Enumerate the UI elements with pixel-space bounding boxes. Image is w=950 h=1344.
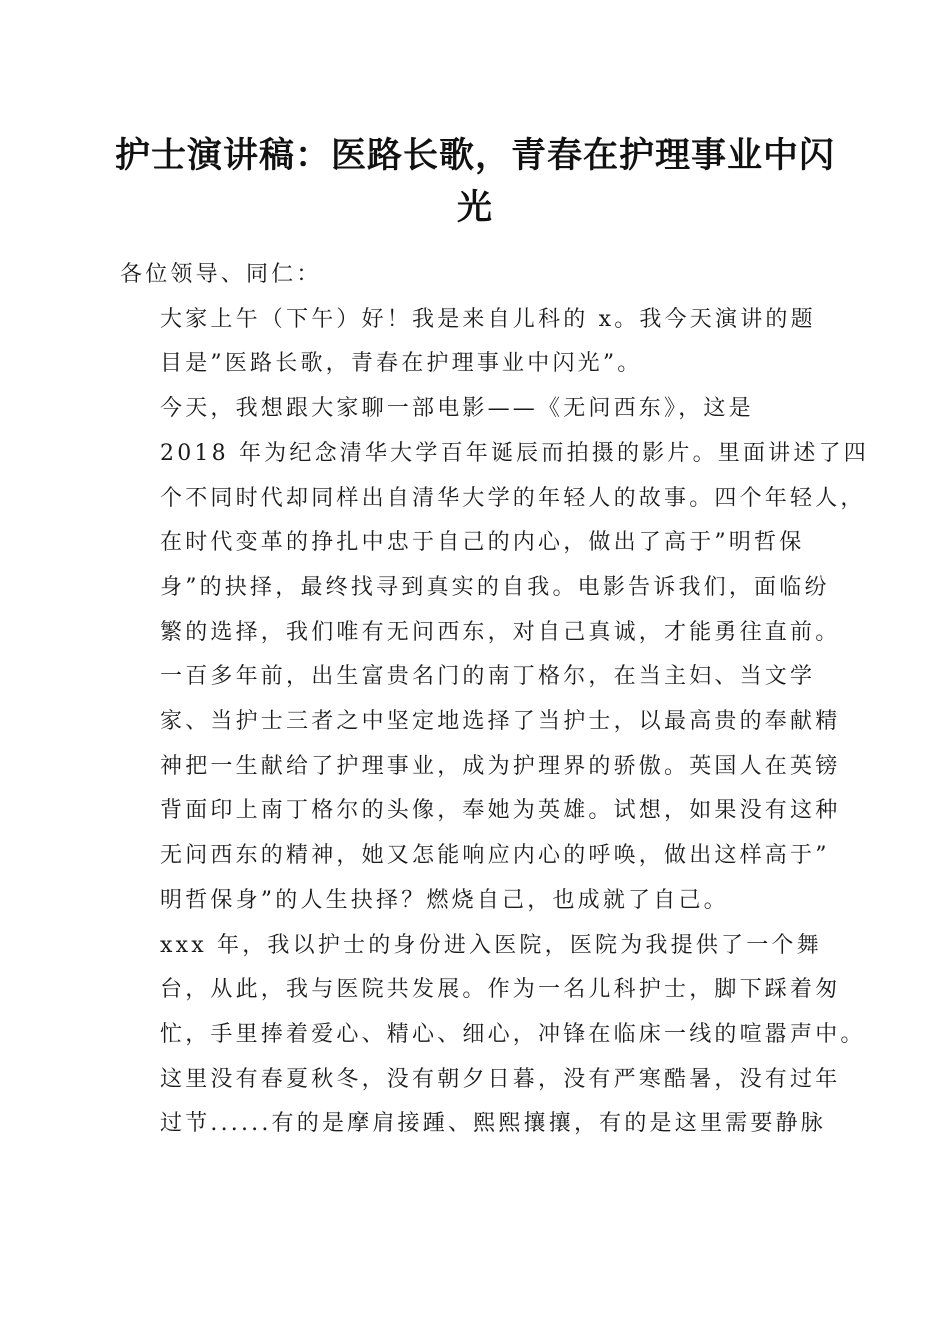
text-line: 目是”医路长歌，青春在护理事业中闪光”。: [160, 351, 643, 377]
text-line: 忙，手里捧着爱心、精心、细心，冲锋在临床一线的喧嚣声中。: [160, 1021, 866, 1047]
text-line: 一百多年前，出生富贵名门的南丁格尔，在当主妇、当文学: [160, 664, 816, 690]
text-line: 身”的抉择，最终找寻到真实的自我。电影告诉我们，面临纷: [160, 574, 830, 600]
paragraph-movie: [120, 387, 869, 655]
paragraph-nightingale: [120, 655, 841, 923]
text-line: 家、当护士三者之中坚定地选择了当护士，以最高贵的奉献精: [160, 709, 841, 735]
text-line: 今天，我想跟大家聊一部电影——《无问西东》，这是: [160, 396, 754, 422]
paragraph-greeting: [120, 298, 832, 387]
text-line: 个不同时代却同样出自清华大学的年轻人的故事。四个年轻人，: [160, 485, 866, 511]
text-line: 明哲保身”的人生抉择？燃烧自己，也成就了自己。: [160, 887, 729, 913]
text-line: xxx 年，我以护士的身份进入医院，医院为我提供了一个舞: [160, 932, 822, 958]
text-line: 过节......有的是摩肩接踵、熙熙攘攘，有的是这里需要静脉: [160, 1111, 826, 1137]
text-line: 台，从此，我与医院共发展。作为一名儿科护士，脚下踩着匆: [160, 977, 841, 1003]
text-line: 这里没有春夏秋冬，没有朝夕日暮，没有严寒酷暑，没有过年: [160, 1066, 841, 1092]
text-line: 背面印上南丁格尔的头像，奉她为英雄。试想，如果没有这种: [160, 798, 841, 824]
salutation: [120, 253, 832, 298]
text-line: 在时代变革的挣扎中忠于自己的内心，做出了高于”明哲保: [160, 530, 805, 556]
text-line: 大家上午（下午）好！我是来自儿科的 x。我今天演讲的题: [160, 306, 816, 332]
title-line-2: 光: [456, 187, 493, 228]
salutation-text: 各位领导、同仁：: [120, 262, 322, 287]
text-line: 无问西东的精神，她又怎能响应内心的呼唤，做出这样高于”: [160, 843, 830, 869]
text-line: 繁的选择，我们唯有无问西东，对自己真诚，才能勇往直前。: [160, 619, 841, 645]
paragraph-career: [120, 924, 866, 1148]
document-body: [120, 253, 869, 1147]
title-line-1: 护士演讲稿：医路长歌，青春在护理事业中闪: [114, 135, 835, 176]
text-line: 2018 年为纪念清华大学百年诞辰而拍摄的影片。里面讲述了四: [160, 440, 869, 466]
text-line: 神把一生献给了护理事业，成为护理界的骄傲。英国人在英镑: [160, 753, 841, 779]
document-title: [100, 130, 850, 234]
